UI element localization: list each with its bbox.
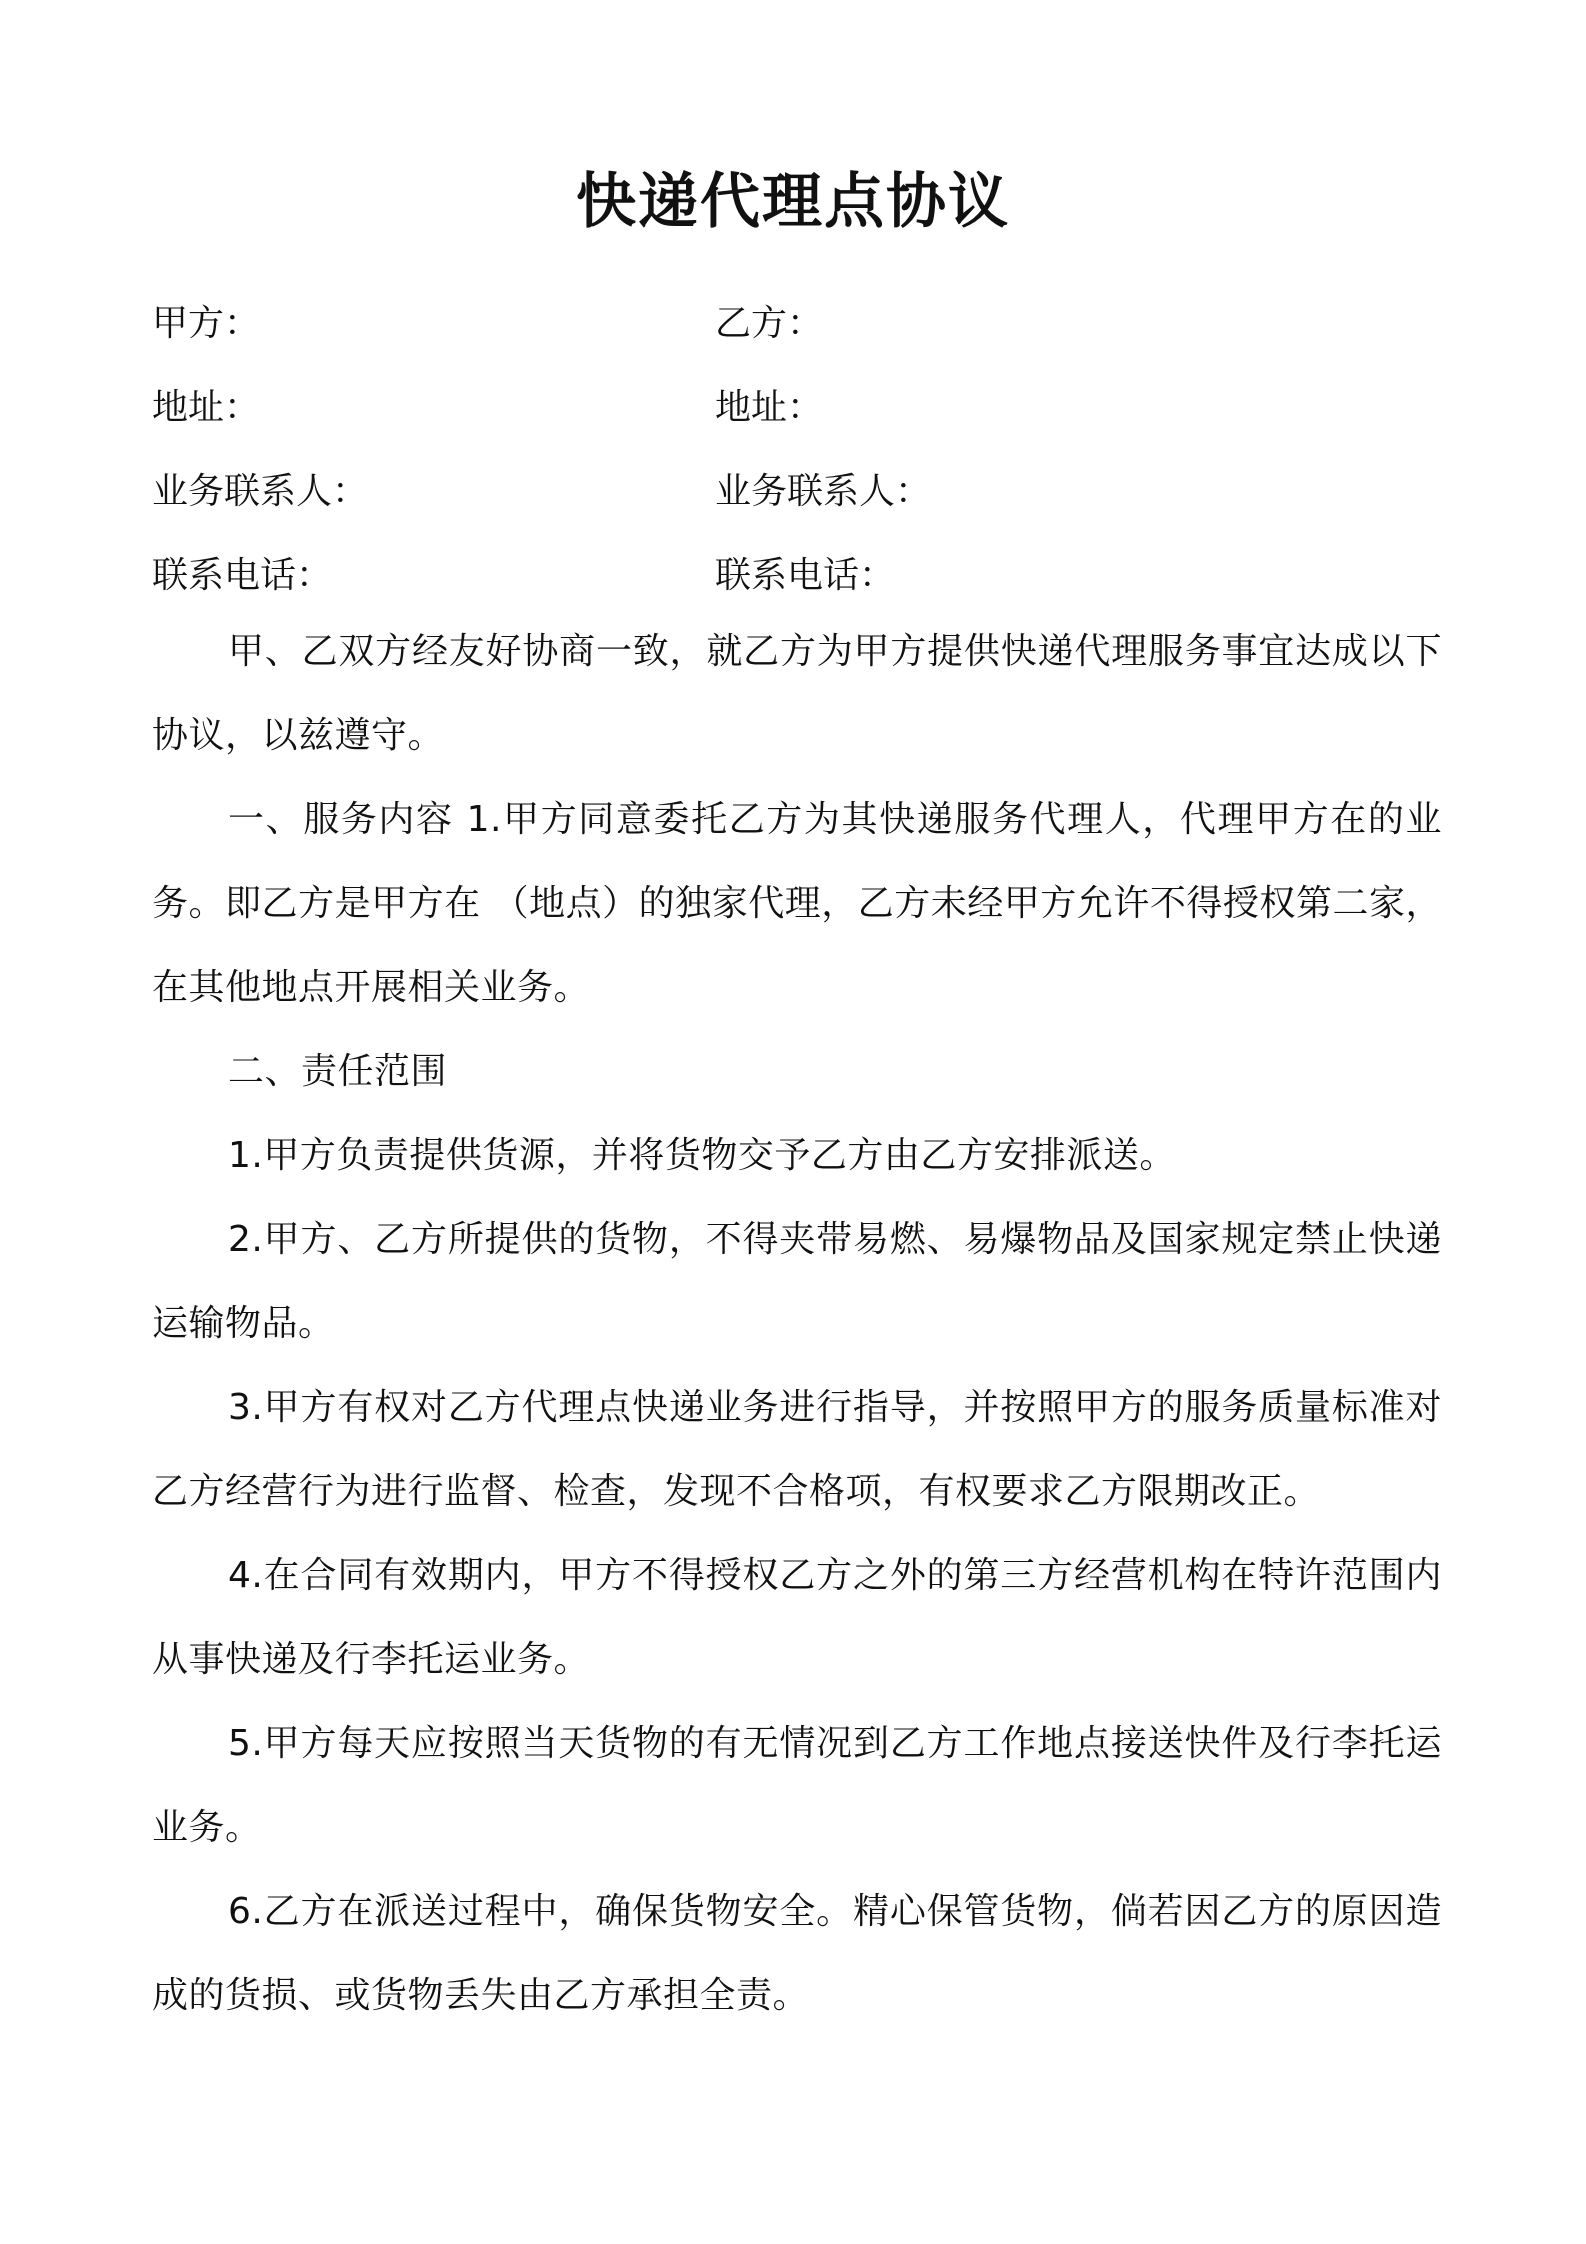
party-row-contact (152, 446, 1442, 530)
party-b-phone-label: 联系电话： (715, 554, 896, 596)
section-heading-responsibility: 二、责任范围 (228, 1051, 448, 1092)
party-b-name-label: 乙方： (715, 302, 824, 344)
party-a-name-label: 甲方： (152, 302, 261, 344)
clause-1: 1.甲方负责提供货源，并将货物交予乙方由乙方安排派送。 (228, 1135, 1176, 1176)
party-row-address (152, 362, 1442, 446)
clause-6: 6.乙方在派送过程中，确保货物安全。精心保管货物，倘若因乙方的原因造成的货损、或货物丢失由乙方承担全责。 (152, 1891, 1442, 2016)
party-info-block (152, 278, 1442, 614)
party-b-contact-label: 业务联系人： (715, 470, 932, 512)
clause-2: 2.甲方、乙方所提供的货物，不得夹带易燃、易爆物品及国家规定禁止快递运输物品。 (152, 1219, 1442, 1344)
party-b-address-label: 地址： (715, 386, 824, 428)
clause-3: 3.甲方有权对乙方代理点快递业务进行指导，并按照甲方的服务质量标准对乙方经营行为进行监督、检查，发现不合格项，有权要求乙方限期改正。 (152, 1387, 1442, 1512)
party-a-contact-label: 业务联系人： (152, 470, 369, 512)
service-content-paragraph: 一、服务内容 1.甲方同意委托乙方为其快递服务代理人，代理甲方在的业务。即乙方是甲方在 （地点）的独家代理，乙方未经甲方允许不得授权第二家，在其他地点开展相关业务。 (152, 799, 1442, 1008)
party-a-phone-label: 联系电话： (152, 554, 333, 596)
party-row-name (152, 278, 1442, 362)
party-row-phone (152, 530, 1442, 614)
document-title: 快递代理点协议 (576, 167, 1010, 237)
agreement-body (152, 610, 1442, 2038)
intro-paragraph: 甲、乙双方经友好协商一致，就乙方为甲方提供快递代理服务事宜达成以下协议，以兹遵守。 (152, 631, 1442, 756)
clause-4: 4.在合同有效期内，甲方不得授权乙方之外的第三方经营机构在特许范围内从事快递及行李托运业务。 (152, 1555, 1442, 1680)
clause-5: 5.甲方每天应按照当天货物的有无情况到乙方工作地点接送快件及行李托运业务。 (152, 1723, 1442, 1848)
party-a-address-label: 地址： (152, 386, 261, 428)
